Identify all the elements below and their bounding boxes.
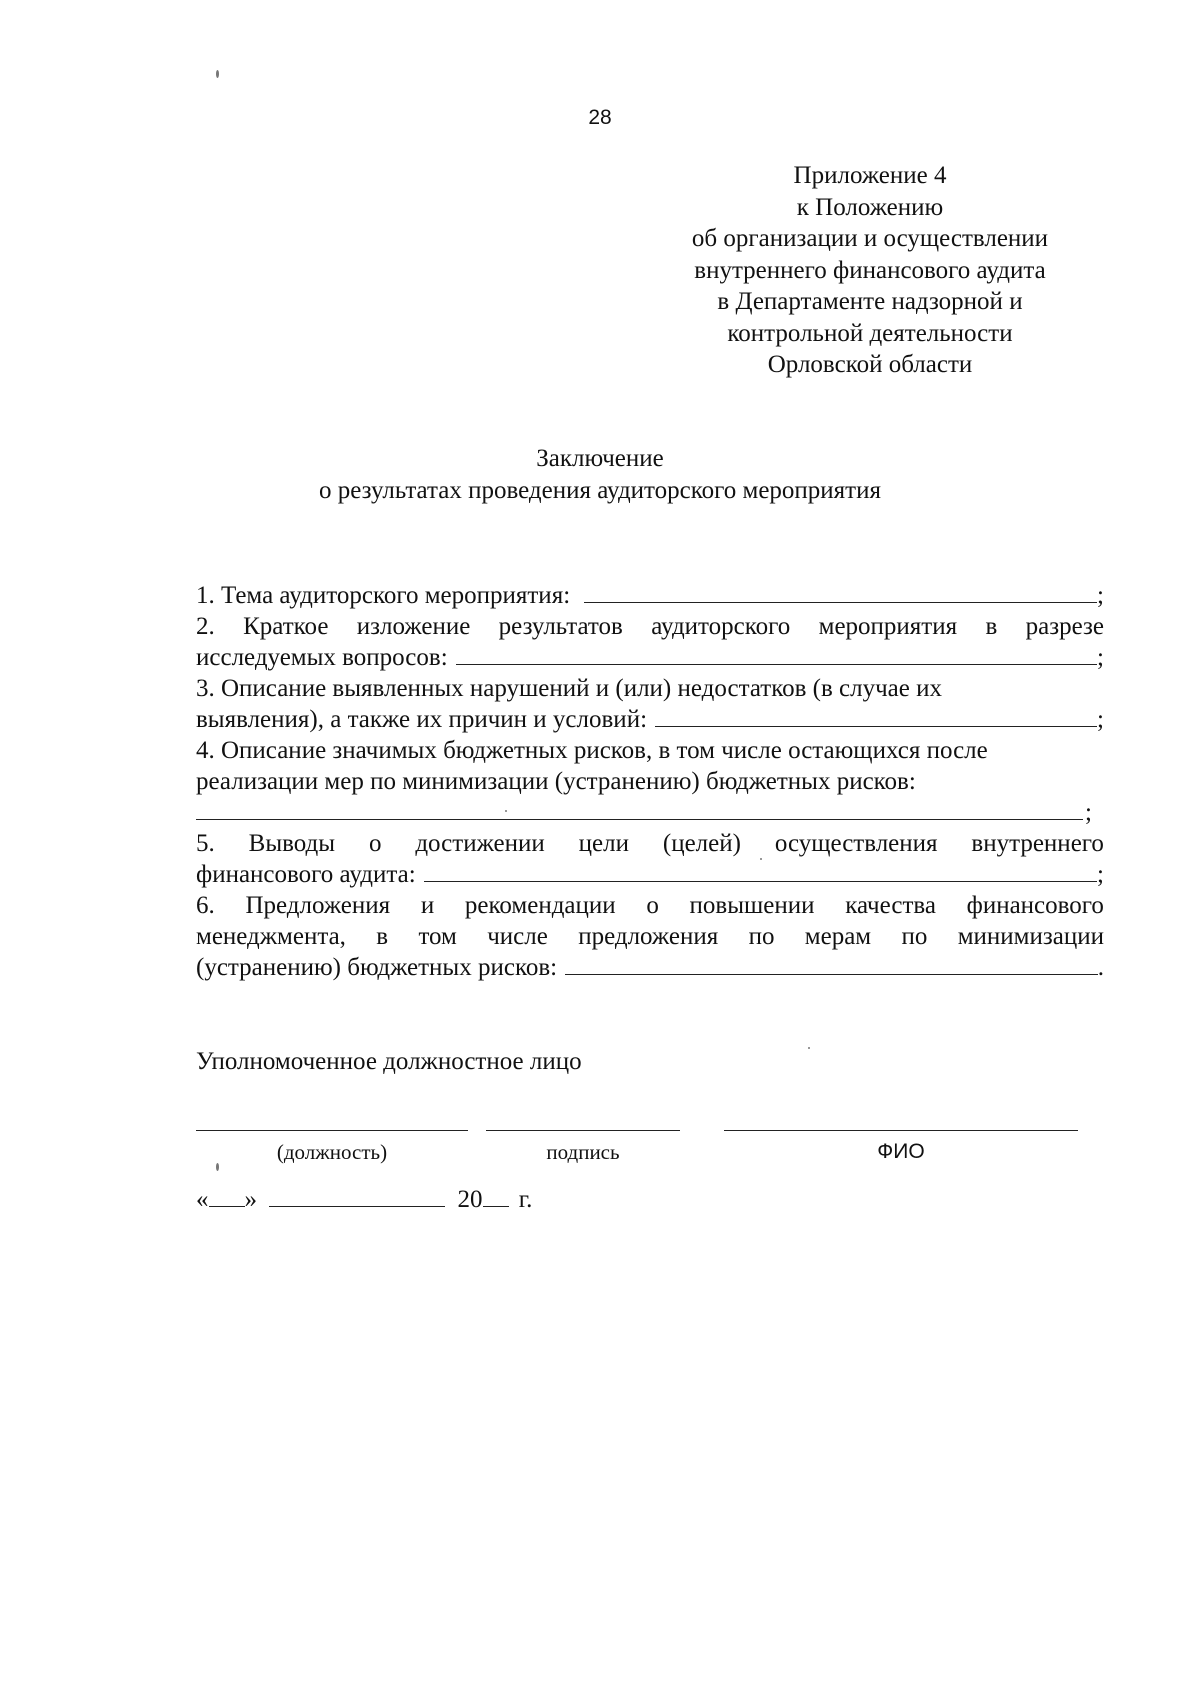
date-line	[196, 1184, 532, 1214]
document-title	[0, 443, 1200, 507]
item-4-text: 4. Описание значимых бюджетных рисков, в том числе остающихся после	[196, 737, 988, 764]
item-4-line-3	[196, 797, 1104, 828]
scan-speck	[216, 70, 219, 78]
item-5-semicolon: ;	[1097, 861, 1104, 888]
item-2-word: изложение	[356, 613, 471, 640]
item-6-word: по	[748, 923, 775, 950]
item-2-cont: исследуемых вопросов:	[196, 644, 448, 671]
item-2-line-2	[196, 642, 1104, 673]
appendix-line: об организации и осуществлении	[691, 225, 1049, 252]
position-line	[196, 1130, 468, 1131]
item-5-word: Выводы	[248, 830, 336, 857]
item-5-line-2	[196, 859, 1104, 890]
item-6-word: и	[420, 892, 435, 919]
item-3-line-2	[196, 704, 1104, 735]
appendix-line: в Департаменте надзорной и	[717, 288, 1023, 315]
item-1	[196, 580, 1104, 611]
item-6-blank	[565, 952, 1098, 975]
item-5-word: о	[368, 830, 382, 857]
item-6-word: в	[376, 923, 389, 950]
day-blank	[209, 1184, 245, 1207]
item-2-line-1	[196, 611, 1104, 642]
item-4-semicolon: ;	[1085, 799, 1092, 826]
item-6-word: минимизации	[957, 923, 1104, 950]
month-blank	[269, 1184, 445, 1207]
item-5-word: цели	[578, 830, 629, 857]
item-6-word: том	[418, 923, 457, 950]
item-1-semicolon: ;	[1097, 582, 1104, 609]
appendix-line: контрольной деятельности	[727, 319, 1013, 347]
year-prefix: 20	[457, 1186, 483, 1213]
item-1-blank	[584, 580, 1097, 603]
item-5-word: внутреннего	[971, 830, 1104, 857]
item-5-word: (целей)	[662, 830, 741, 857]
item-2-word: результатов	[498, 613, 623, 640]
item-6-word: финансового	[966, 892, 1104, 919]
item-6-line-2	[196, 921, 1104, 952]
signer-label: Уполномоченное должностное лицо	[196, 1048, 582, 1075]
name-line	[724, 1130, 1078, 1131]
item-4-line-2	[196, 766, 1104, 797]
title-line-1: Заключение	[536, 445, 664, 472]
item-6-word: по	[901, 923, 928, 950]
item-3-line-1	[196, 673, 1104, 704]
item-5-line-1	[196, 828, 1104, 859]
item-5-word: осуществления	[774, 830, 938, 857]
year-blank	[483, 1184, 509, 1207]
item-6-line-3	[196, 952, 1104, 983]
item-2-semicolon: ;	[1097, 644, 1104, 671]
caption-position: (должность)	[276, 1140, 388, 1164]
appendix-line: к Положению	[796, 193, 944, 221]
item-6-word: менеджмента,	[196, 923, 346, 950]
caption-name: ФИО	[877, 1140, 925, 1163]
item-6-word: о	[646, 892, 659, 919]
item-2-word: 2.	[196, 613, 215, 640]
item-6-word: качества	[845, 892, 936, 919]
item-6-period: .	[1097, 954, 1104, 981]
item-6-word: числе	[487, 923, 548, 950]
appendix-line: Орловской области	[767, 351, 973, 378]
item-2-word: разрезе	[1025, 613, 1104, 640]
date-open-quote: «	[196, 1186, 209, 1213]
item-3-semicolon: ;	[1097, 706, 1104, 733]
appendix-block	[650, 160, 1090, 381]
item-6-word: мерам	[804, 923, 872, 950]
item-3-blank	[655, 704, 1097, 727]
item-2-blank	[456, 642, 1097, 665]
title-line-2: о результатах проведения аудиторского мероприятия	[319, 477, 881, 504]
appendix-line: внутреннего финансового аудита	[694, 256, 1046, 284]
item-2-word: в	[985, 613, 998, 640]
item-4-text: реализации мер по минимизации (устранению) бюджетных рисков:	[196, 768, 916, 795]
signature-line	[486, 1130, 680, 1131]
date-close-quote: »	[244, 1186, 257, 1213]
year-suffix: г.	[518, 1186, 533, 1213]
item-5-blank	[424, 859, 1097, 882]
scan-speck	[808, 1047, 810, 1049]
item-4-blank	[196, 797, 1083, 820]
item-6-line-1	[196, 890, 1104, 921]
item-2-word: аудиторского	[651, 613, 791, 640]
item-2-word: мероприятия	[818, 613, 958, 640]
item-6-word: Предложения	[245, 892, 391, 919]
item-4-line-1	[196, 735, 1104, 766]
item-6-word: 6.	[196, 892, 215, 919]
item-5-word: достижении	[415, 830, 545, 857]
conclusion-items	[196, 580, 1104, 983]
item-3-text: 3. Описание выявленных нарушений и (или) недостатков (в случае их	[196, 675, 942, 702]
item-6-cont: (устранению) бюджетных рисков:	[196, 954, 558, 981]
item-1-label: 1. Тема аудиторского мероприятия:	[196, 582, 571, 609]
item-6-word: рекомендации	[464, 892, 616, 919]
item-5-cont: финансового аудита:	[196, 861, 416, 888]
item-2-word: Краткое	[243, 613, 329, 640]
item-5-word: 5.	[196, 830, 215, 857]
item-6-word: повышении	[689, 892, 815, 919]
caption-signature: подпись	[546, 1140, 620, 1164]
page-number: 28	[588, 106, 612, 129]
item-3-cont: выявления), а также их причин и условий:	[196, 706, 648, 733]
appendix-line: Приложение 4	[793, 162, 947, 189]
item-6-word: предложения	[578, 923, 719, 950]
